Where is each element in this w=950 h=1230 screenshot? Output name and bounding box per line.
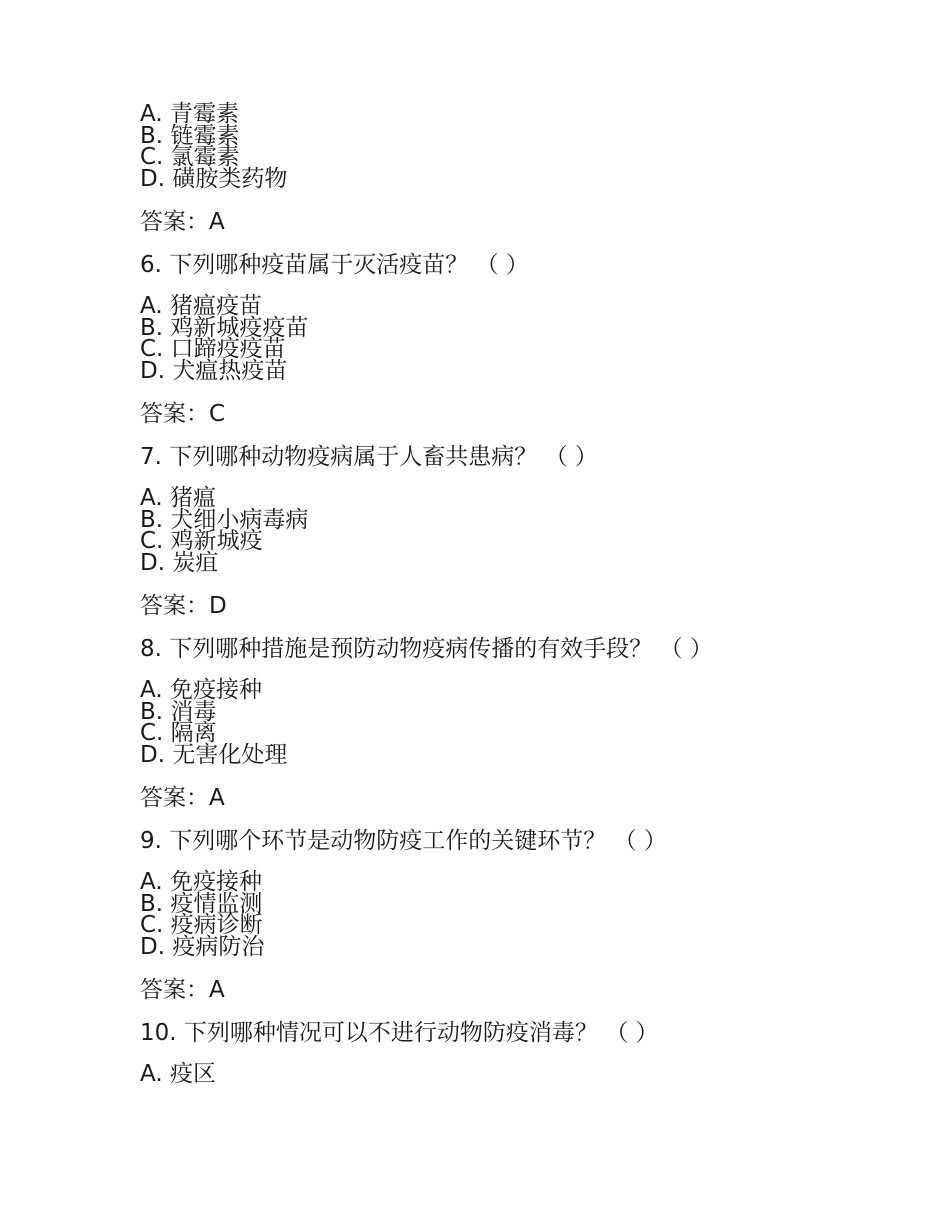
answer-line: 答案：D bbox=[140, 593, 227, 619]
option-d: D. 疫病防治 bbox=[140, 933, 265, 960]
option-b: B. 疫情监测 bbox=[140, 890, 263, 917]
question-block-9 bbox=[140, 826, 900, 1005]
document-page bbox=[140, 101, 900, 1087]
option-a: A. 免疫接种 bbox=[140, 869, 262, 895]
answer-line: 答案：A bbox=[140, 977, 225, 1003]
option-d: D. 炭疽 bbox=[140, 549, 219, 576]
option-a: A. 猪瘟疫苗 bbox=[140, 293, 262, 319]
question-block-10 bbox=[140, 1018, 900, 1086]
option-list bbox=[140, 677, 900, 768]
option-d: D. 犬瘟热疫苗 bbox=[140, 357, 288, 384]
question-text: 10. 下列哪种情况可以不进行动物防疫消毒？ （ ） bbox=[140, 1020, 659, 1046]
option-c: C. 疫病诊断 bbox=[140, 912, 263, 938]
question-block-5 bbox=[140, 101, 900, 237]
option-c: C. 鸡新城疫 bbox=[140, 528, 263, 554]
option-list bbox=[140, 101, 900, 192]
question-block-7 bbox=[140, 442, 900, 621]
option-a: A. 青霉素 bbox=[140, 101, 239, 127]
answer-line: 答案：A bbox=[140, 785, 225, 811]
question-block-6 bbox=[140, 250, 900, 429]
option-a: A. 疫区 bbox=[140, 1061, 216, 1087]
question-text: 7. 下列哪种动物疫病属于人畜共患病？ （ ） bbox=[140, 444, 598, 470]
option-list bbox=[140, 485, 900, 576]
option-list bbox=[140, 869, 900, 960]
option-a: A. 免疫接种 bbox=[140, 677, 262, 703]
option-c: C. 口蹄疫疫苗 bbox=[140, 336, 286, 362]
option-b: B. 链霉素 bbox=[140, 122, 240, 149]
answer-line: 答案：A bbox=[140, 209, 225, 235]
option-b: B. 犬细小病毒病 bbox=[140, 506, 309, 533]
option-list bbox=[140, 293, 900, 384]
answer-line: 答案：C bbox=[140, 401, 226, 427]
option-d: D. 无害化处理 bbox=[140, 741, 288, 768]
option-d: D. 磺胺类药物 bbox=[140, 165, 288, 192]
option-b: B. 鸡新城疫疫苗 bbox=[140, 314, 309, 341]
option-list bbox=[140, 1061, 900, 1087]
question-text: 6. 下列哪种疫苗属于灭活疫苗？ （ ） bbox=[140, 252, 529, 278]
question-text: 8. 下列哪种措施是预防动物疫病传播的有效手段？ （ ） bbox=[140, 636, 713, 662]
option-b: B. 消毒 bbox=[140, 698, 217, 725]
question-block-8 bbox=[140, 634, 900, 813]
question-text: 9. 下列哪个环节是动物防疫工作的关键环节？ （ ） bbox=[140, 828, 667, 854]
option-a: A. 猪瘟 bbox=[140, 485, 216, 511]
option-c: C. 氯霉素 bbox=[140, 144, 240, 170]
option-c: C. 隔离 bbox=[140, 720, 217, 746]
